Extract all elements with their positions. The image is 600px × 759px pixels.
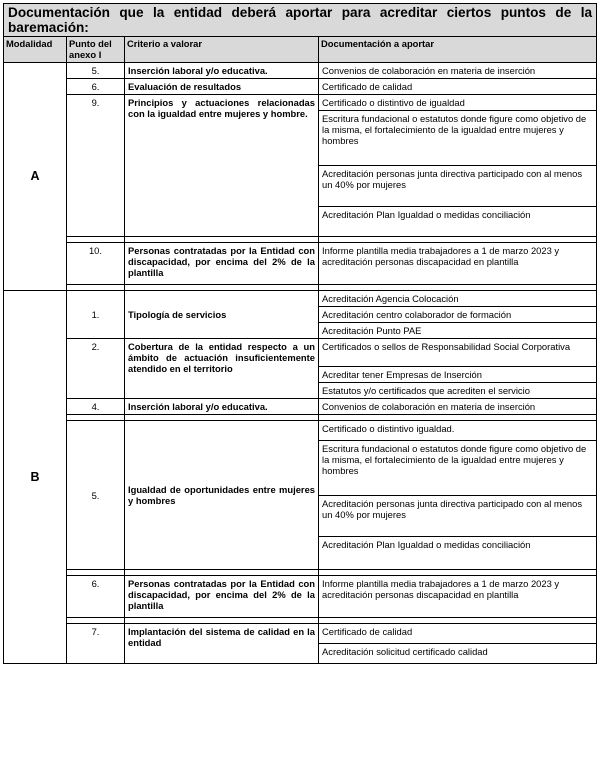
header-documentacion: Documentación a aportar (319, 37, 597, 63)
documentation-item: Acreditación personas junta directiva participado con al menos un 40% por mujeres (319, 166, 597, 207)
punto-number: 6. (67, 576, 125, 618)
documentation-item: Acreditación centro colaborador de formación (319, 307, 597, 323)
header-punto: Punto del anexo I (67, 37, 125, 63)
documentation-item: Acreditación Plan Igualdad o medidas conciliación (319, 207, 597, 237)
punto-number: 9. (67, 95, 125, 237)
documentation-item: Acreditación Agencia Colocación (319, 291, 597, 307)
criterio-text: Tipología de servicios (125, 291, 319, 339)
criterio-text: Evaluación de resultados (125, 79, 319, 95)
documentation-item: Certificado o distintivo de igualdad (319, 95, 597, 111)
modalidad-b: B (4, 291, 67, 664)
documentation-item: Certificado o distintivo igualdad. (319, 421, 597, 441)
documentation-item: Certificado de calidad (319, 79, 597, 95)
criterio-text: Inserción laboral y/o educativa. (125, 63, 319, 79)
documentation-item: Escritura fundacional o estatutos donde figure como objetivo de la misma, el fortalecimiento de la igualdad entre mujeres y hombres (319, 111, 597, 166)
documentation-item: Convenios de colaboración en materia de inserción (319, 63, 597, 79)
documentation-item: Informe plantilla media trabajadores a 1 de marzo 2023 y acreditación personas discapacidad en plantilla (319, 243, 597, 285)
punto-number: 7. (67, 624, 125, 664)
header-modalidad: Modalidad (4, 37, 67, 63)
documentation-item: Estatutos y/o certificados que acrediten el servicio (319, 383, 597, 399)
table-title: Documentación que la entidad deberá aportar para acreditar ciertos puntos de la baremación: (4, 4, 597, 37)
punto-number: 1. (67, 291, 125, 339)
criterio-text: Igualdad de oportunidades entre mujeres y hombres (125, 421, 319, 570)
punto-number: 2. (67, 339, 125, 399)
punto-number: 5. (67, 63, 125, 79)
header-criterio: Criterio a valorar (125, 37, 319, 63)
criterio-text: Cobertura de la entidad respecto a un ámbito de actuación insuficientemente atendido en el territorio (125, 339, 319, 399)
criterio-text: Personas contratadas por la Entidad con discapacidad, por encima del 2% de la plantilla (125, 243, 319, 285)
documentation-table (3, 3, 597, 664)
documentation-item: Certificado de calidad (319, 624, 597, 644)
criterio-text: Implantación del sistema de calidad en la entidad (125, 624, 319, 664)
documentation-item: Acreditación Punto PAE (319, 323, 597, 339)
documentation-item: Escritura fundacional o estatutos donde figure como objetivo de la misma, el fortalecimiento de la igualdad entre mujeres y hombres (319, 441, 597, 496)
criterio-text: Personas contratadas por la Entidad con discapacidad, por encima del 2% de la plantilla (125, 576, 319, 618)
documentation-item: Acreditación solicitud certificado calidad (319, 644, 597, 664)
punto-number: 6. (67, 79, 125, 95)
documentation-item: Informe plantilla media trabajadores a 1 de marzo 2023 y acreditación personas discapacidad en plantilla (319, 576, 597, 618)
documentation-item: Acreditación Plan Igualdad o medidas conciliación (319, 537, 597, 570)
documentation-item: Acreditación personas junta directiva participado con al menos un 40% por mujeres (319, 496, 597, 537)
documentation-item: Certificados o sellos de Responsabilidad Social Corporativa (319, 339, 597, 367)
documentation-item: Acreditar tener Empresas de Inserción (319, 367, 597, 383)
punto-number: 4. (67, 399, 125, 415)
criterio-text: Inserción laboral y/o educativa. (125, 399, 319, 415)
documentation-item: Convenios de colaboración en materia de inserción (319, 399, 597, 415)
criterio-text: Principios y actuaciones relacionadas con la igualdad entre mujeres y hombre. (125, 95, 319, 237)
punto-number: 10. (67, 243, 125, 285)
modalidad-a: A (4, 63, 67, 291)
punto-number: 5. (67, 421, 125, 570)
